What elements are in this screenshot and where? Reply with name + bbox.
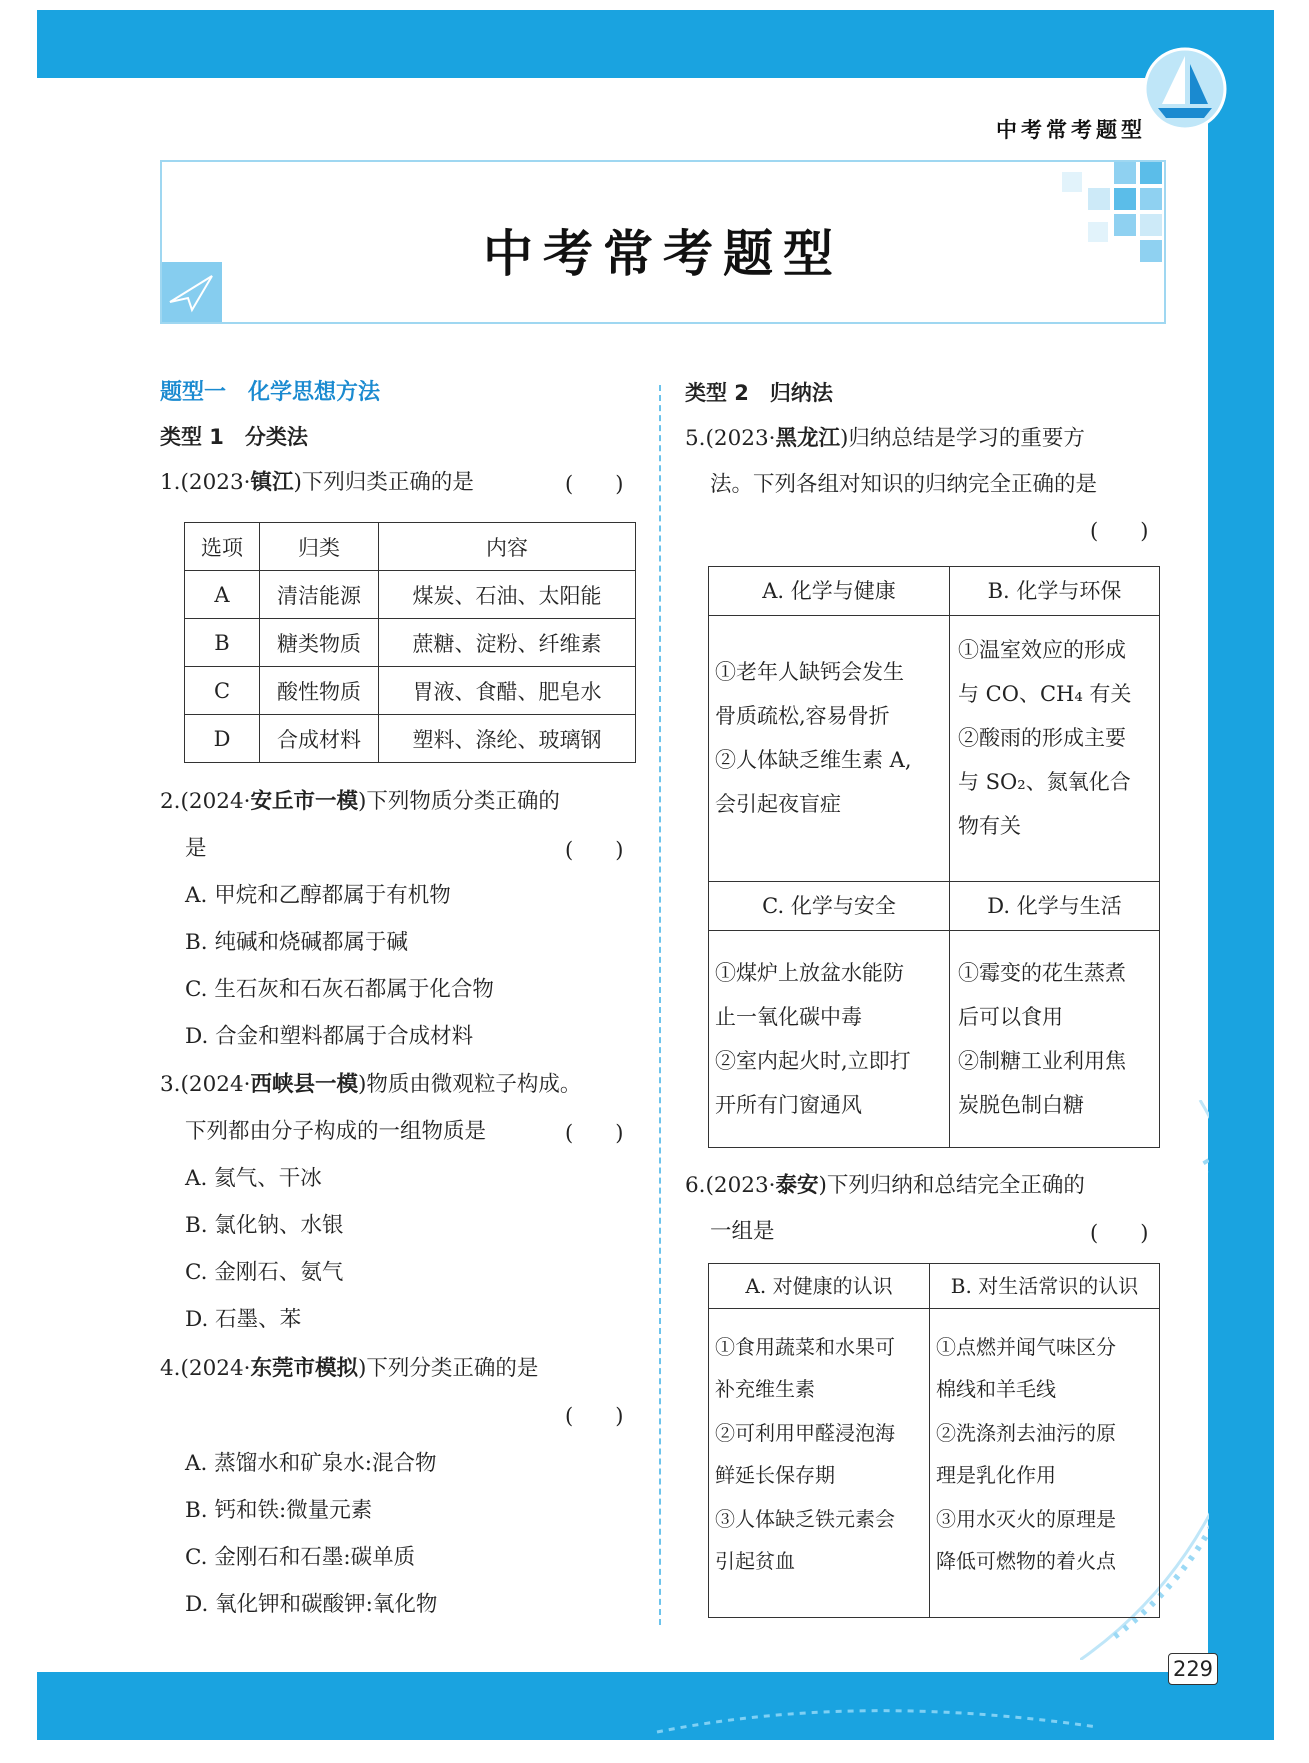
title-banner <box>160 160 1166 324</box>
bottom-band <box>37 1672 1274 1740</box>
q5-cell-b: ①温室效应的形成 与 CO、CH₄ 有关 ②酸雨的形成主要 与 SO₂、氮氧化合 物有关 <box>949 615 1160 882</box>
column-divider <box>659 385 661 1625</box>
option: C. 金刚石和石墨:碳单质 <box>185 1545 416 1570</box>
answer-paren-6: ( ) <box>1090 1221 1149 1245</box>
table-header: 内容 <box>379 523 636 571</box>
option: B. 纯碱和烧碱都属于碱 <box>185 930 408 955</box>
q5-cell-a-head: A. 化学与健康 <box>708 566 950 616</box>
question-6-cont: 一组是 <box>710 1219 775 1244</box>
q5-cell-d-head: D. 化学与生活 <box>949 881 1160 931</box>
option: A. 氦气、干冰 <box>185 1166 322 1191</box>
type2-heading: 类型 2 归纳法 <box>685 381 833 405</box>
question-6: 6.(2023·泰安)下列归纳和总结完全正确的 <box>685 1173 1085 1198</box>
question-1: 1.(2023·镇江)下列归类正确的是 <box>160 470 474 495</box>
option: A. 甲烷和乙醇都属于有机物 <box>185 883 451 908</box>
option: A. 蒸馏水和矿泉水:混合物 <box>185 1451 437 1476</box>
table-row: C 酸性物质 胃液、食醋、肥皂水 <box>185 667 636 715</box>
q6-cell-b-head: B. 对生活常识的认识 <box>929 1263 1160 1309</box>
option: C. 生石灰和石灰石都属于化合物 <box>185 977 494 1002</box>
table-row: A 清洁能源 煤炭、石油、太阳能 <box>185 571 636 619</box>
table-row: D 合成材料 塑料、涤纶、玻璃钢 <box>185 715 636 763</box>
top-band <box>37 10 1274 78</box>
q6-cell-a: ①食用蔬菜和水果可 补充维生素 ②可利用甲醛浸泡海 鲜延长保存期 ③人体缺乏铁元素会 引起贫血 <box>708 1308 930 1618</box>
table-row: B 糖类物质 蔗糖、淀粉、纤维素 <box>185 619 636 667</box>
option: D. 石墨、苯 <box>185 1307 302 1332</box>
question-5: 5.(2023·黑龙江)归纳总结是学习的重要方 <box>685 426 1085 451</box>
table-header: 选项 <box>185 523 260 571</box>
option: D. 氧化钾和碳酸钾:氧化物 <box>185 1592 438 1617</box>
wave-decoration <box>37 1672 1274 1740</box>
header-label: 中考常考题型 <box>996 118 1146 142</box>
q5-cell-a: ①老年人缺钙会发生 骨质疏松,容易骨折 ②人体缺乏维生素 A, 会引起夜盲症 <box>708 615 950 882</box>
q5-cell-d: ①霉变的花生蒸煮 后可以食用 ②制糖工业利用焦 炭脱色制白糖 <box>949 930 1160 1148</box>
option: B. 钙和铁:微量元素 <box>185 1498 373 1523</box>
question-2-cont: 是 <box>185 836 207 861</box>
page-number: 229 <box>1168 1653 1218 1685</box>
answer-paren-4: ( ) <box>565 1404 624 1428</box>
option: D. 合金和塑料都属于合成材料 <box>185 1024 474 1049</box>
option: B. 氯化钠、水银 <box>185 1213 344 1238</box>
type1-heading: 类型 1 分类法 <box>160 425 308 449</box>
answer-paren-2: ( ) <box>565 838 624 862</box>
page-title: 中考常考题型 <box>483 225 843 283</box>
question-2: 2.(2024·安丘市一模)下列物质分类正确的 <box>160 789 560 814</box>
question-4: 4.(2024·东莞市模拟)下列分类正确的是 <box>160 1356 539 1381</box>
q6-cell-b: ①点燃并闻气味区分 棉线和羊毛线 ②洗涤剂去油污的原 理是乳化作用 ③用水灭火的原理是 降低可燃物的着火点 <box>929 1308 1160 1618</box>
q1-table <box>184 522 636 763</box>
answer-paren-5: ( ) <box>1090 519 1149 543</box>
right-band <box>1208 10 1274 1740</box>
q6-cell-a-head: A. 对健康的认识 <box>708 1263 930 1309</box>
option: C. 金刚石、氨气 <box>185 1260 344 1285</box>
answer-paren-1: ( ) <box>565 472 624 496</box>
table-header: 归类 <box>260 523 379 571</box>
q5-cell-c: ①煤炉上放盆水能防 止一氧化碳中毒 ②室内起火时,立即打 开所有门窗通风 <box>708 930 950 1148</box>
answer-paren-3: ( ) <box>565 1121 624 1145</box>
q5-cell-c-head: C. 化学与安全 <box>708 881 950 931</box>
table-header-row <box>185 523 636 571</box>
question-3-cont: 下列都由分子构成的一组物质是 <box>185 1119 487 1144</box>
question-3: 3.(2024·西峡县一模)物质由微观粒子构成。 <box>160 1072 582 1097</box>
section-heading: 题型一 化学思想方法 <box>160 380 381 405</box>
sailboat-logo-icon <box>1140 44 1230 134</box>
question-5-cont: 法。下列各组对知识的归纳完全正确的是 <box>710 472 1098 497</box>
q5-cell-b-head: B. 化学与环保 <box>949 566 1160 616</box>
